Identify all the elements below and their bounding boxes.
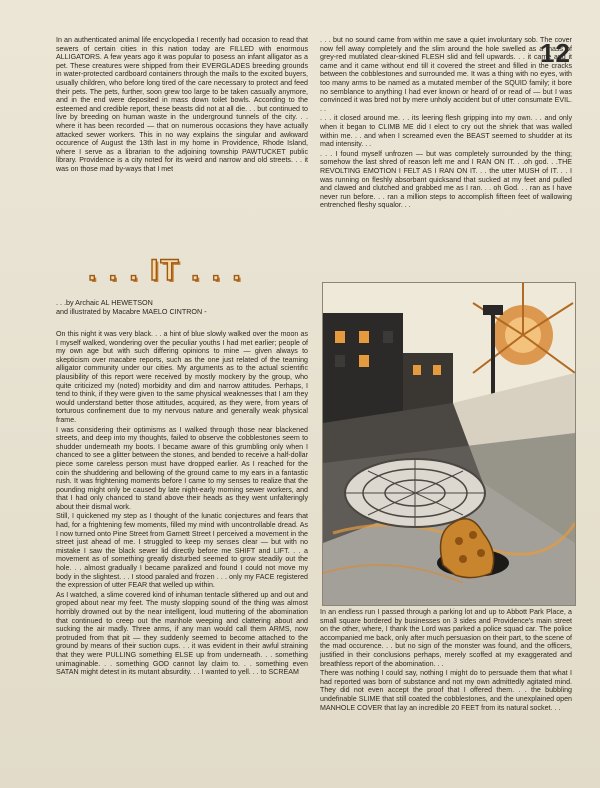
byline	[56, 298, 308, 316]
right-paragraph: . . . but no sound came from within me save a quiet involuntary sob. The cover now fell away completely and the slim around the hole swelled as a mass of grey-red mutilated clear-skined FLESH slid and fell upwards. . . it came and it came and it came without end till it covered the street and filled in the cracks between the cobblestones and surrounded me. It was a thing with no eyes, with too many arms to be named as a mutated member of the SQUID family; it bore no semblance to anything I had ever known or heard of or read of — but I was convinced it was bred not by mere unholy accident but of utter consumate EVIL. . .	[320, 36, 572, 113]
page-number: 12	[540, 38, 571, 68]
body-paragraph: Still, I quickened my step as I thought of the lunatic conjectures and fears that had, for a frightening few moments, filled my mind with uncontrollable dread. As I now turned onto Pine Street from Garnett Street I perceived a movement in the street just ahead of me. I struggled to keep my senses clear — but with no mistake I saw the black sewer lid directly before me SHIFT and LIFT. . . a movement as of something greatly disturbed seemed to grow steadily out the hole. . . almost gradually I became paralized and found I could not move my body in the slightest. . . I stood paraled and frozen . . . only my FACE registered the expression of utter FEAR that welled up within.	[56, 512, 308, 590]
intro-paragraph: In an authenticated animal life encyclopedia I recently had occasion to read that sewers of certain cities in this nation today are FILLED with enormous ALLIGATORS. A few years ago it was popular to posess an infant alligator as a pet. These creatures were shipped from their EVERGLADES breeding grounds in water-protected cardboard containers through the mails to the excited buyers, usually children, who before long tired of the care necessary to protect and feed their pets. The pets, further, soon grew too large to be taken casually anymore, and in the end were deposited in mass down toilet bowls. According to the esteemed and credible report, these beasts did not at all die. . . but continued to live by breeding on human waste in the underground tunnels of the city. . . where it has been recorded — that on numerous occasions they have actually attacked sewer workers. This in no way explains the singular and awkward occurence of August the 13th last in my home in Providence, Rhode Island, where I serve as a librarian to the adjoining township PAWTUCKET public library. Providence is a city noted for its weird and narrow and old streets. . . it was on those mad by-ways that I met	[56, 36, 308, 173]
right-paragraph: . . . I found myself unfrozen — but was completely surrounded by the thing; somehow the last shred of reason left me and I RAN ON IT. . .oh god. . .THE REVOLTING EMOTION I FELT AS I RAN ON IT. . . the utter MUSH of IT. . . I was running on fleshly absorbant quicksand that sucked at my feet and pulled and clawed and clutched and grabbed me as I ran. . . oh God. . . ran as I have never run before. . . ran a million steps to accomplish fifteen feet of wallowing entrenched fleshy squalor. . .	[320, 149, 572, 210]
byline-author: . . .by Archaic AL HEWETSON	[56, 298, 153, 307]
byline-illustrator: and illustrated by Macabre MAELO CINTRON -	[56, 307, 207, 316]
illustration	[322, 282, 576, 606]
right-paragraph: . . . it closed around me. . . its leering flesh gripping into my own. . . and only when it began to CLIMB ME did I elect to cry out the shriek that was walled within me. . . and when I screamed even the BEAST seemed to shudder at its mad intensity. . .	[320, 114, 572, 149]
right-column-text	[320, 36, 572, 211]
story-title	[88, 254, 288, 294]
manhole-illustration	[323, 283, 575, 605]
right-column-lower	[320, 608, 572, 713]
lower-paragraph: There was nothing I could say, nothing I might do to persuade them that what I had reported was born of substance and not my own admittedly agitated mind. They did not even accept the proof that I offered them. . . the bubbling undefinable SLIME that still coated the cobblestones, and the unexplained open MANHOLE COVER that lay an incredible 20 FEET from its natural socket. . .	[320, 669, 572, 712]
left-column-body	[56, 330, 308, 678]
intro-column	[56, 36, 308, 175]
body-paragraph: I was considering their optimisms as I walked through those near blackened streets, and deep into my thoughts, failed to observe the cobblestones seem to shudder underneath my boots. I became aware of this grumbling only when I chanced to see a glitter between the stones, and bended to receive a half-dollar piece some careless person must have dropped earlier. As I reached for the coin the shuddering and bellowing of the ground came to my ears in a fantastic rush. It was frightening moments before I came to my senses to realize that the pounding might only be caused by late night-early morning sewer workers, and that I had only chanced to stand above their heads as they went unfalteringly about their dismal work.	[56, 425, 308, 511]
body-paragraph: As I watched, a slime covered kind of inhuman tentacle slithered up and out and groped about near my feet. The musty slopping sound of the thing was almost horribly drowned out by the near intelligent, loud muttering of the abomination that continued to creep out the manhole weeping and clattering about and sucking the air madly. Three arms, if any man would call them ARMS, now protruded from that pit — they suddenly seemed to become attached to the ground by means of their suction cups. . . it was evident in their awful straining that they were PULLING something ELSE up from underneath. . . something unimaginable. . . something GOD cannot lay claim to. . . something even SATAN might detest in its mutant absurdity. . . I wanted to yell. . . to SCREAM	[56, 590, 308, 677]
title-text: . . . IT . . .	[88, 254, 243, 287]
lower-paragraph: In an endless run I passed through a parking lot and up to Abbott Park Place, a small square bordered by businesses on 3 sides and Providence's main street on the other, where, I thank the Lord was parked a police squad car. The police accompanied me back, only after much persuasion on their part, to the scene of the mad occurence. . . but no sign of the monster was found, and the officers, justified in their conclusions perhaps, merely scoffed at my exaggerated and breathless report of the abomination. . .	[320, 608, 572, 668]
body-paragraph: On this night it was very black. . . a hint of blue slowly walked over the moon as I myself walked, wondering over the peculiar youths I had met earlier; people of my own age but with such differing opinions to mine — given always to skepticism over macabre reports, such as the one just related of the teaming alligator community under our cities. My arguments as to the actual scientific plausibility of this report were received by mostly mockery by the group, who quite criticized my (noted) morbidity and dim and narrow attitudes. Perhaps, I tend to think, if they were given to the same physical weaknesses that I am they would understand better those attitudes, acquired, as they were, from years of torturous confinement due to my nervous nature and generally weak physical frame.	[56, 330, 308, 424]
